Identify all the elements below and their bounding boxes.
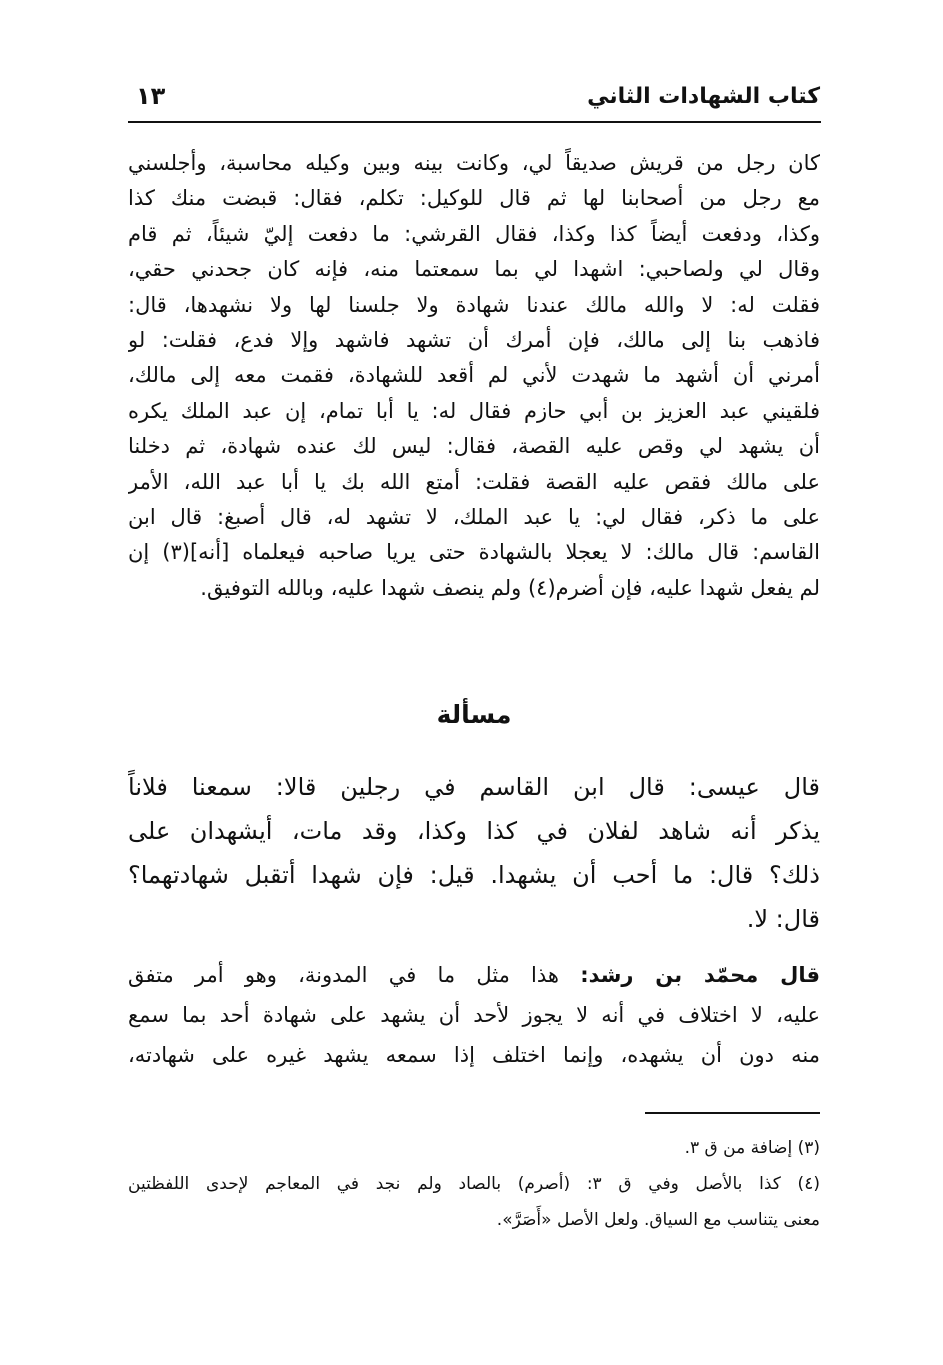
text-line: أمرني أن أشهد ما شهدت لأني لم أقعد للشهادة، فقمت معه إلى مالك، [128, 363, 820, 388]
footnotes [128, 1130, 820, 1238]
text-line: وكذا، ودفعت أيضاً كذا وكذا، فقال القرشي: ما دفعت إليّ شيئاً، ثم قام [128, 221, 820, 246]
text-line: وقال لي ولصاحبي: اشهدا لي بما سمعتما منه، فإنه كان جحدني حقي، [128, 257, 820, 282]
paragraph-2 [128, 765, 820, 941]
text-run: هذا مثل ما في المدونة، وهو أمر متفق [128, 963, 581, 987]
commentator-lead: قال محمّد بن رشد: [580, 963, 820, 987]
footnote-4-continued: معنى يتناسب مع السياق. ولعل الأصل «أَصَرَّ». [496, 1210, 820, 1230]
text-line: قال عيسى: قال ابن القاسم في رجلين قالا: سمعنا فلاناً [128, 773, 820, 801]
footnote-4: (٤) كذا بالأصل وفي ق ٣: (أصرم) بالصاد ولم نجد في المعاجم لإحدى اللفظتين [128, 1174, 820, 1194]
text-line: ذلك؟ قال: ما أحب أن يشهدا. قيل: فإن شهدا أتقبل شهادتهما؟ [128, 861, 820, 889]
text-line: على ما ذكر، فقال لي: يا عبد الملك، لا تشهد له، قال أصبغ: قال ابن [128, 504, 820, 529]
text-line: عليه، لا اختلاف في أنه لا يجوز لأحد أن يشهد على شهادة أحد بما سمع [128, 1003, 820, 1027]
running-header [128, 84, 820, 118]
footnote-divider [645, 1112, 820, 1114]
text-line: أن يشهد لي وقص عليه القصة، فقال: ليس لك عنده شهادة، ثم دخلنا [128, 434, 820, 459]
paragraph-3 [128, 955, 820, 1075]
page-number: ١٣ [136, 82, 166, 110]
text-line [128, 955, 820, 995]
paragraph-1 [128, 146, 820, 606]
text-line: فقلت له: لا والله مالك عندنا شهادة ولا جلسنا لها ولا نشهدها، قال: [128, 292, 820, 317]
text-line: قال: لا. [746, 905, 820, 933]
text-line: كان رجل من قريش صديقاً لي، وكانت بينه وبين وكيله محاسبة، وأجلسني [128, 151, 820, 175]
text-line: مع رجل من أصحابنا لها ثم قال للوكيل: تكلم، فقال: قبضت منك كذا [128, 186, 820, 211]
section-heading: مسألة [436, 700, 512, 729]
text-line: على مالك فقص عليه القصة فقلت: أمتع الله بك يا أبا عبد الله، الأمر [128, 469, 820, 494]
text-line: فلقيني عبد العزيز بن أبي حازم فقال له: يا أبا تمام، إن عبد الملك يكره [128, 398, 820, 423]
text-line: القاسم: قال مالك: لا يعجلا بالشهادة حتى يريا صاحبه فيعلماه [أنه](٣) إن [128, 540, 820, 565]
text-line: فاذهب بنا إلى مالك، فإن أمرك أن تشهد فاشهد وإلا فدع، فقلت: لو [128, 327, 820, 352]
running-header-title: كتاب الشهادات الثاني [587, 84, 820, 109]
footnote-3: (٣) إضافة من ق ٣. [684, 1138, 820, 1158]
text-line: منه دون أن يشهده، وإنما اختلف إذا سمعه يشهد غيره على شهادته، [128, 1043, 820, 1067]
text-line: يذكر أنه شاهد لفلان في كذا وكذا، وقد مات، أيشهدان على [128, 817, 820, 845]
text-line: لم يفعل شهدا عليه، فإن أضرم(٤) ولم ينصف شهدا عليه، وبالله التوفيق. [200, 575, 820, 600]
header-divider [128, 121, 821, 123]
